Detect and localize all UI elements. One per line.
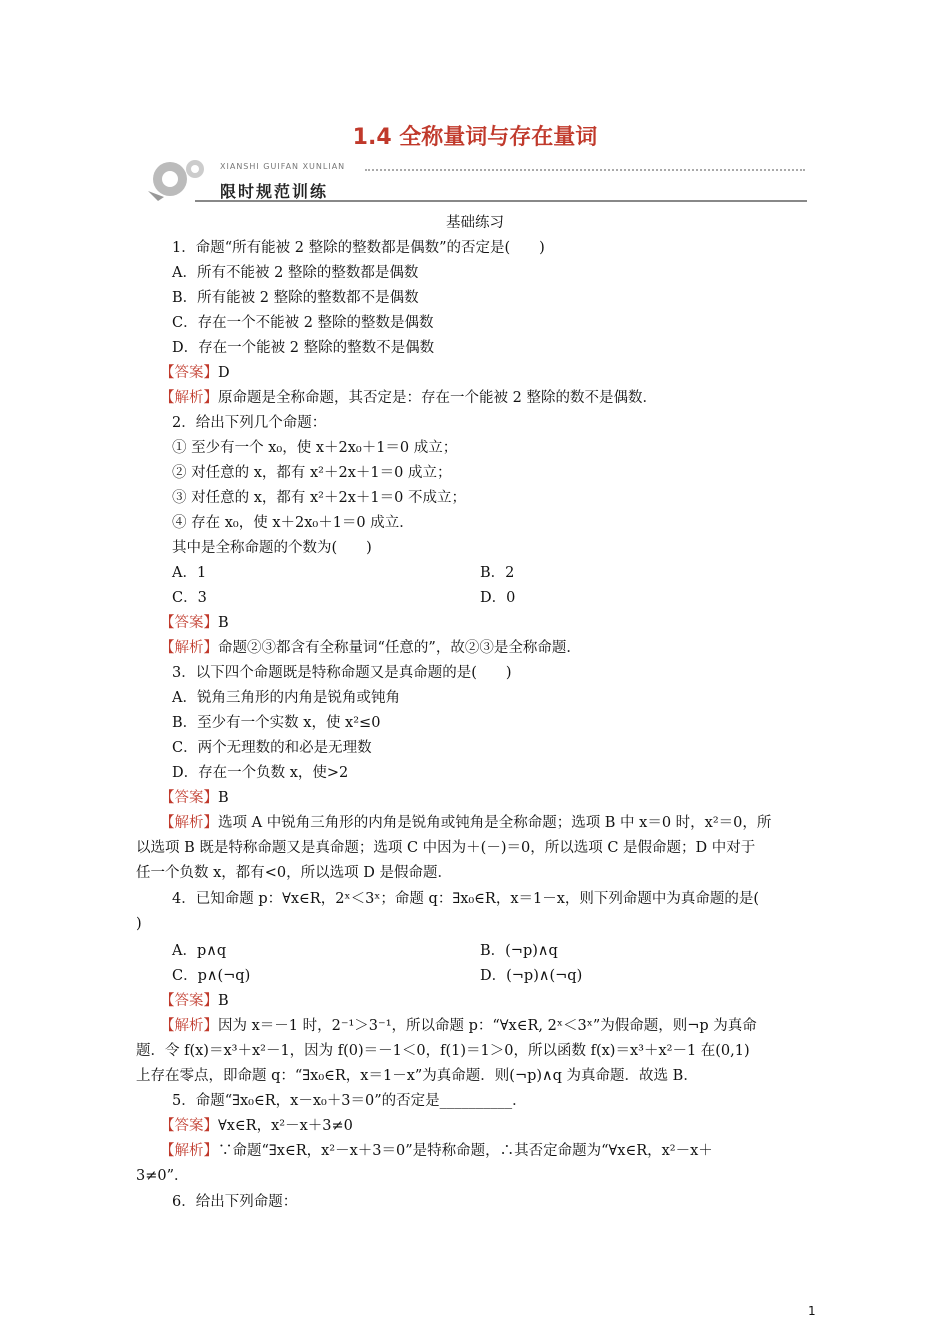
option-b: B．(¬p)∧q bbox=[480, 943, 558, 959]
analysis-tag: 【解析】 bbox=[160, 815, 218, 831]
analysis-continued: 3≠0”． bbox=[136, 1168, 189, 1184]
analysis-tag: 【解析】 bbox=[160, 1018, 218, 1034]
option-c: C．p∧(¬q) bbox=[172, 968, 251, 984]
answer-line: 【答案】B bbox=[160, 993, 229, 1009]
question-3: 3．以下四个命题既是特称命题又是真命题的是( ) bbox=[172, 665, 512, 681]
banner-title: 限时规范训练 bbox=[220, 182, 329, 201]
option-c: C．存在一个不能被 2 整除的整数是偶数 bbox=[172, 315, 434, 331]
option-d: D．0 bbox=[480, 590, 516, 606]
analysis-continued: 上存在零点，即命题 q：“∃x₀∈R，x＝1－x”为真命题．则(¬p)∧q 为真命题．故选 B． bbox=[136, 1068, 698, 1084]
page-title: 1.4 全称量词与存在量词 bbox=[352, 125, 598, 150]
option-c: C．两个无理数的和必是无理数 bbox=[172, 740, 372, 756]
analysis-continued: 任一个负数 x，都有<0，所以选项 D 是假命题． bbox=[136, 865, 453, 881]
question-1: 1．命题“所有能被 2 整除的整数都是偶数”的否定是( ) bbox=[172, 240, 545, 256]
analysis-line: 【解析】∵命题“∃x∈R，x²－x＋3＝0”是特称命题，∴其否定命题为“∀x∈R，x²－x＋ bbox=[160, 1143, 713, 1159]
banner-rule bbox=[195, 200, 807, 202]
option-b: B．至少有一个实数 x，使 x²≤0 bbox=[172, 715, 381, 731]
section-heading: 基础练习 bbox=[446, 215, 504, 231]
answer-line: 【答案】B bbox=[160, 615, 229, 631]
option-a: A．锐角三角形的内角是锐角或钝角 bbox=[172, 690, 400, 706]
option-a: A．所有不能被 2 整除的整数都是偶数 bbox=[172, 265, 419, 281]
banner-dotted-rule bbox=[365, 169, 805, 171]
analysis-tag: 【解析】 bbox=[160, 1143, 218, 1159]
answer-tag: 【答案】 bbox=[160, 993, 218, 1009]
answer-tag: 【答案】 bbox=[160, 615, 218, 631]
page-number: 1 bbox=[808, 1304, 816, 1318]
answer-line: 【答案】D bbox=[160, 365, 230, 381]
statement-1: ① 至少有一个 x₀，使 x＋2x₀＋1＝0 成立； bbox=[172, 440, 458, 456]
section-banner bbox=[140, 155, 810, 205]
option-d: D．存在一个负数 x，使>2 bbox=[172, 765, 349, 781]
gear-icon bbox=[140, 155, 210, 203]
analysis-continued: 以选项 B 既是特称命题又是真命题；选项 C 中因为＋(－)＝0，所以选项 C 是假命题；D 中对于 bbox=[136, 840, 756, 856]
statement-4: ④ 存在 x₀，使 x＋2x₀＋1＝0 成立． bbox=[172, 515, 414, 531]
option-d: D．存在一个能被 2 整除的整数不是偶数 bbox=[172, 340, 435, 356]
question-4-continued: ) bbox=[136, 916, 142, 932]
analysis-line: 【解析】选项 A 中锐角三角形的内角是锐角或钝角是全称命题；选项 B 中 x＝0 时，x²＝0，所 bbox=[160, 815, 772, 831]
answer-line: 【答案】∀x∈R，x²－x＋3≠0 bbox=[160, 1118, 353, 1134]
answer-line: 【答案】B bbox=[160, 790, 229, 806]
answer-tag: 【答案】 bbox=[160, 365, 218, 381]
banner-pinyin: XIANSHI GUIFAN XUNLIAN bbox=[220, 162, 346, 171]
option-b: B．2 bbox=[480, 565, 515, 581]
analysis-tag: 【解析】 bbox=[160, 390, 218, 406]
analysis-continued: 题．令 f(x)＝x³＋x²－1，因为 f(0)＝－1＜0，f(1)＝1＞0，所以函数 f(x)＝x³＋x²－1 在(0,1) bbox=[136, 1043, 750, 1059]
question-5: 5．命题“∃x₀∈R，x－x₀＋3＝0”的否定是__________． bbox=[172, 1093, 527, 1109]
answer-tag: 【答案】 bbox=[160, 1118, 218, 1134]
analysis-line: 【解析】命题②③都含有全称量词“任意的”，故②③是全称命题． bbox=[160, 640, 581, 656]
answer-tag: 【答案】 bbox=[160, 790, 218, 806]
question-6: 6．给出下列命题： bbox=[172, 1194, 298, 1210]
question-4: 4．已知命题 p：∀x∈R，2ˣ＜3ˣ；命题 q：∃x₀∈R，x＝1－x，则下列命题中为真命题的是( bbox=[172, 891, 760, 907]
option-b: B．所有能被 2 整除的整数都不是偶数 bbox=[172, 290, 419, 306]
statement-3: ③ 对任意的 x，都有 x²＋2x＋1＝0 不成立； bbox=[172, 490, 466, 506]
analysis-line: 【解析】因为 x＝－1 时，2⁻¹＞3⁻¹，所以命题 p：“∀x∈R, 2ˣ＜3ˣ”为假命题，则¬p 为真命 bbox=[160, 1018, 757, 1034]
option-c: C．3 bbox=[172, 590, 207, 606]
option-d: D．(¬p)∧(¬q) bbox=[480, 968, 583, 984]
option-a: A．1 bbox=[172, 565, 207, 581]
analysis-line: 【解析】原命题是全称命题，其否定是：存在一个能被 2 整除的数不是偶数． bbox=[160, 390, 657, 406]
analysis-tag: 【解析】 bbox=[160, 640, 218, 656]
statement-2: ② 对任意的 x，都有 x²＋2x＋1＝0 成立； bbox=[172, 465, 452, 481]
question-2: 2．给出下列几个命题： bbox=[172, 415, 327, 431]
option-a: A．p∧q bbox=[172, 943, 227, 959]
question-2-prompt: 其中是全称命题的个数为( ) bbox=[172, 540, 372, 556]
